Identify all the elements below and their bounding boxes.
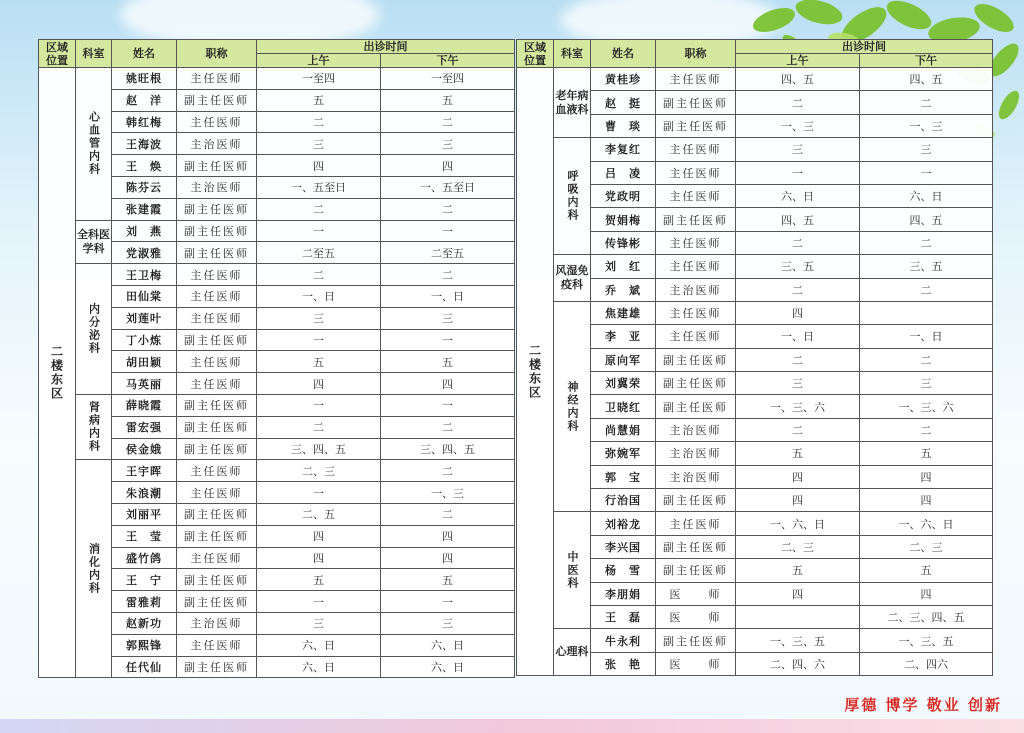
am-schedule: 五	[257, 89, 381, 111]
pm-schedule: 三	[381, 133, 515, 155]
doctor-title: 副主任医师	[656, 348, 736, 371]
doctor-name: 黄桂珍	[591, 68, 656, 91]
doctor-title: 主任医师	[177, 111, 257, 133]
pm-schedule: 一、三、六	[860, 395, 993, 418]
pm-schedule: 三	[860, 372, 993, 395]
dept-label: 肾病内科	[87, 401, 101, 454]
doctor-title: 副主任医师	[177, 89, 257, 111]
am-schedule: 四	[736, 301, 860, 324]
pm-schedule	[860, 301, 993, 324]
am-schedule: 一、三、五	[736, 629, 860, 652]
doctor-title: 副主任医师	[177, 394, 257, 416]
pm-schedule: 二、三	[860, 535, 993, 558]
doctor-name: 杨 雪	[591, 559, 656, 582]
pm-schedule: 二、三、四、五	[860, 605, 993, 628]
header-dept: 科室	[76, 40, 112, 68]
table-row	[39, 220, 515, 242]
am-schedule: 二	[257, 198, 381, 220]
am-schedule: 三	[736, 138, 860, 161]
doctor-name: 尚慧娟	[591, 418, 656, 441]
header-title: 职称	[177, 40, 257, 68]
am-schedule: 三	[257, 307, 381, 329]
doctor-name: 王 莹	[112, 525, 177, 547]
doctor-name: 丁小炼	[112, 329, 177, 351]
doctor-title: 主任医师	[177, 460, 257, 482]
am-schedule: 二	[736, 278, 860, 301]
am-schedule: 四	[257, 373, 381, 395]
am-schedule: 一、三、六	[736, 395, 860, 418]
header-name: 姓名	[591, 40, 656, 68]
doctor-title: 主任医师	[656, 255, 736, 278]
am-schedule: 二	[736, 91, 860, 114]
am-schedule: 二、三	[736, 535, 860, 558]
pm-schedule: 二、四六	[860, 652, 993, 675]
pm-schedule: 一、日	[860, 325, 993, 348]
doctor-title: 医 师	[656, 652, 736, 675]
header-area: 区域位置	[517, 40, 554, 68]
doctor-name: 刘冀荣	[591, 372, 656, 395]
pm-schedule: 五	[381, 351, 515, 373]
am-schedule: 一	[257, 482, 381, 504]
table-row	[517, 138, 993, 161]
doctor-name: 雷宏强	[112, 416, 177, 438]
pm-schedule: 四	[860, 489, 993, 512]
pm-schedule: 五	[381, 89, 515, 111]
doctor-title: 主治医师	[656, 418, 736, 441]
doctor-name: 王海波	[112, 133, 177, 155]
pm-schedule: 三	[860, 138, 993, 161]
doctor-title: 医 师	[656, 582, 736, 605]
doctor-name: 朱浪潮	[112, 482, 177, 504]
doctor-title: 主任医师	[177, 547, 257, 569]
doctor-name: 侯金娥	[112, 438, 177, 460]
table-row	[517, 512, 993, 535]
pm-schedule: 五	[860, 559, 993, 582]
am-schedule: 五	[257, 569, 381, 591]
doctor-title: 副主任医师	[177, 155, 257, 177]
doctor-name: 陈芬云	[112, 176, 177, 198]
doctor-name: 曹 琰	[591, 114, 656, 137]
header-time: 出诊时间	[736, 40, 993, 54]
dept-cell	[76, 264, 112, 395]
doctor-name: 刘 红	[591, 255, 656, 278]
am-schedule: 六、日	[736, 184, 860, 207]
doctor-title: 副主任医师	[656, 559, 736, 582]
dept-label: 风湿免疫科	[555, 264, 589, 292]
pm-schedule: 一、日	[381, 285, 515, 307]
pm-schedule: 二	[860, 278, 993, 301]
doctor-title: 主治医师	[177, 133, 257, 155]
doctor-name: 卫晓红	[591, 395, 656, 418]
doctor-title: 副主任医师	[177, 416, 257, 438]
header-name: 姓名	[112, 40, 177, 68]
am-schedule: 一	[257, 220, 381, 242]
pm-schedule: 一、五至日	[381, 176, 515, 198]
doctor-name: 李 亚	[591, 325, 656, 348]
doctor-name: 郭 宝	[591, 465, 656, 488]
dept-label: 消化内科	[87, 542, 101, 595]
pm-schedule: 三	[381, 612, 515, 634]
doctor-title: 主任医师	[177, 307, 257, 329]
pm-schedule: 四	[381, 373, 515, 395]
doctor-title: 副主任医师	[177, 591, 257, 613]
pm-schedule: 一至四	[381, 68, 515, 90]
pm-schedule: 一、三	[381, 482, 515, 504]
am-schedule: 二	[736, 348, 860, 371]
am-schedule: 二	[257, 111, 381, 133]
doctor-name: 传锋彬	[591, 231, 656, 254]
am-schedule: 四	[736, 489, 860, 512]
pm-schedule: 四	[381, 525, 515, 547]
am-schedule: 一至四	[257, 68, 381, 90]
table-row	[517, 301, 993, 324]
pm-schedule: 二	[860, 91, 993, 114]
table-row	[39, 264, 515, 286]
doctor-title: 副主任医师	[656, 91, 736, 114]
pm-schedule: 二	[860, 418, 993, 441]
dept-label: 内分泌科	[87, 303, 101, 356]
header-am: 上午	[736, 54, 860, 68]
doctor-title: 副主任医师	[177, 220, 257, 242]
doctor-title: 主任医师	[656, 301, 736, 324]
am-schedule: 四	[736, 582, 860, 605]
doctor-title: 主任医师	[656, 138, 736, 161]
doctor-title: 主任医师	[177, 264, 257, 286]
am-schedule: 四	[736, 465, 860, 488]
pm-schedule: 五	[860, 442, 993, 465]
motto: 厚德 博学 敬业 创新	[844, 696, 1002, 714]
dept-cell	[76, 220, 112, 264]
dept-label: 老年病血液科	[555, 88, 589, 116]
doctor-title: 副主任医师	[177, 656, 257, 678]
table-row	[517, 68, 993, 91]
dept-label: 呼吸内科	[566, 170, 579, 223]
doctor-title: 主任医师	[656, 325, 736, 348]
doctor-title: 主治医师	[656, 465, 736, 488]
header-time: 出诊时间	[257, 40, 515, 54]
am-schedule: 六、日	[257, 656, 381, 678]
dept-label: 心理科	[555, 645, 589, 659]
am-schedule: 一、三	[736, 114, 860, 137]
am-schedule: 三、四、五	[257, 438, 381, 460]
dept-cell	[554, 629, 591, 676]
area-cell	[517, 68, 554, 676]
doctor-title: 主任医师	[656, 68, 736, 91]
am-schedule: 二、三	[257, 460, 381, 482]
doctor-title: 副主任医师	[656, 535, 736, 558]
table-row	[39, 68, 515, 90]
area-label: 二楼东区	[527, 343, 542, 400]
header-pm: 下午	[381, 54, 515, 68]
pm-schedule: 一	[860, 161, 993, 184]
doctor-title: 副主任医师	[177, 242, 257, 264]
doctor-name: 赵新功	[112, 612, 177, 634]
am-schedule: 二	[257, 264, 381, 286]
doctor-name: 刘 燕	[112, 220, 177, 242]
pm-schedule: 二	[381, 460, 515, 482]
doctor-title: 副主任医师	[177, 503, 257, 525]
am-schedule: 一	[257, 591, 381, 613]
doctor-name: 王宇晖	[112, 460, 177, 482]
doctor-name: 王卫梅	[112, 264, 177, 286]
doctor-name: 牛永利	[591, 629, 656, 652]
doctor-name: 韩红梅	[112, 111, 177, 133]
doctor-title: 副主任医师	[656, 372, 736, 395]
doctor-name: 刘莲叶	[112, 307, 177, 329]
table-row	[517, 255, 993, 278]
dept-cell	[554, 301, 591, 512]
table-row	[517, 629, 993, 652]
doctor-name: 赵 挺	[591, 91, 656, 114]
pm-schedule: 六、日	[860, 184, 993, 207]
doctor-title: 主任医师	[177, 373, 257, 395]
am-schedule: 二	[736, 418, 860, 441]
pm-schedule: 四	[860, 582, 993, 605]
am-schedule: 一、五至日	[257, 176, 381, 198]
pm-schedule: 一	[381, 394, 515, 416]
doctor-name: 王 焕	[112, 155, 177, 177]
am-schedule: 三、五	[736, 255, 860, 278]
doctor-name: 郭熙锋	[112, 634, 177, 656]
am-schedule: 一、六、日	[736, 512, 860, 535]
area-cell	[39, 68, 76, 678]
pm-schedule: 五	[381, 569, 515, 591]
doctor-title: 主治医师	[656, 442, 736, 465]
dept-cell	[76, 68, 112, 221]
doctor-title: 主任医师	[177, 482, 257, 504]
am-schedule: 一、日	[257, 285, 381, 307]
doctor-name: 党淑雅	[112, 242, 177, 264]
pm-schedule: 一、三	[860, 114, 993, 137]
doctor-name: 弥婉军	[591, 442, 656, 465]
pm-schedule: 三	[381, 307, 515, 329]
am-schedule: 五	[736, 559, 860, 582]
dept-cell	[554, 512, 591, 629]
header-title: 职称	[656, 40, 736, 68]
pm-schedule: 二	[860, 231, 993, 254]
pm-schedule: 二	[381, 264, 515, 286]
doctor-name: 行治国	[591, 489, 656, 512]
am-schedule: 一、日	[736, 325, 860, 348]
am-schedule: 一	[257, 394, 381, 416]
doctor-name: 焦建雄	[591, 301, 656, 324]
doctor-name: 刘丽平	[112, 503, 177, 525]
doctor-title: 主任医师	[177, 68, 257, 90]
pm-schedule: 六、日	[381, 634, 515, 656]
doctor-title: 副主任医师	[177, 438, 257, 460]
doctor-name: 原向军	[591, 348, 656, 371]
doctor-title: 副主任医师	[177, 329, 257, 351]
table-row	[39, 394, 515, 416]
doctor-name: 任代仙	[112, 656, 177, 678]
dept-cell	[554, 138, 591, 255]
am-schedule: 二	[257, 416, 381, 438]
pm-schedule: 二	[381, 111, 515, 133]
doctor-title: 主治医师	[177, 612, 257, 634]
doctor-name: 薛晓霞	[112, 394, 177, 416]
doctor-title: 主治医师	[656, 278, 736, 301]
am-schedule	[736, 605, 860, 628]
am-schedule: 四、五	[736, 68, 860, 91]
doctor-title: 医 师	[656, 605, 736, 628]
am-schedule: 四	[257, 547, 381, 569]
am-schedule: 一	[257, 329, 381, 351]
am-schedule: 二至五	[257, 242, 381, 264]
pm-schedule: 四	[381, 155, 515, 177]
doctor-name: 田仙棠	[112, 285, 177, 307]
doctor-name: 赵 洋	[112, 89, 177, 111]
doctor-title: 副主任医师	[656, 114, 736, 137]
dept-cell	[76, 460, 112, 678]
dept-label: 全科医学科	[77, 227, 110, 255]
am-schedule: 五	[257, 351, 381, 373]
doctor-title: 副主任医师	[656, 395, 736, 418]
doctor-title: 副主任医师	[656, 208, 736, 231]
am-schedule: 二、四、六	[736, 652, 860, 675]
left-schedule-table	[38, 39, 515, 678]
dept-label: 神经内科	[566, 380, 579, 433]
doctor-title: 副主任医师	[177, 569, 257, 591]
pm-schedule: 一、三、五	[860, 629, 993, 652]
pm-schedule: 三、五	[860, 255, 993, 278]
pm-schedule: 一	[381, 329, 515, 351]
am-schedule: 一	[736, 161, 860, 184]
doctor-name: 贺娟梅	[591, 208, 656, 231]
doctor-name: 刘裕龙	[591, 512, 656, 535]
doctor-title: 副主任医师	[656, 629, 736, 652]
pm-schedule: 二至五	[381, 242, 515, 264]
doctor-name: 张建霞	[112, 198, 177, 220]
header-area: 区域位置	[39, 40, 76, 68]
table-row	[39, 460, 515, 482]
doctor-title: 副主任医师	[656, 489, 736, 512]
pm-schedule: 二	[381, 198, 515, 220]
pm-schedule: 一	[381, 220, 515, 242]
doctor-name: 马英丽	[112, 373, 177, 395]
doctor-name: 王 宁	[112, 569, 177, 591]
header-am: 上午	[257, 54, 381, 68]
right-schedule-table	[516, 39, 993, 676]
doctor-name: 李复红	[591, 138, 656, 161]
doctor-title: 副主任医师	[177, 198, 257, 220]
am-schedule: 二	[736, 231, 860, 254]
doctor-title: 主治医师	[177, 176, 257, 198]
pm-schedule: 四	[860, 465, 993, 488]
doctor-name: 胡田颖	[112, 351, 177, 373]
doctor-title: 主任医师	[656, 512, 736, 535]
doctor-name: 党政明	[591, 184, 656, 207]
dept-cell	[554, 68, 591, 138]
pm-schedule: 二	[381, 416, 515, 438]
pm-schedule: 三、四、五	[381, 438, 515, 460]
doctor-title: 主任医师	[177, 634, 257, 656]
header-pm: 下午	[860, 54, 993, 68]
header-dept: 科室	[554, 40, 591, 68]
pm-schedule: 二	[381, 503, 515, 525]
doctor-title: 主任医师	[656, 184, 736, 207]
am-schedule: 三	[736, 372, 860, 395]
doctor-name: 姚旺根	[112, 68, 177, 90]
dept-label: 中医科	[566, 550, 579, 590]
doctor-name: 张 艳	[591, 652, 656, 675]
am-schedule: 五	[736, 442, 860, 465]
am-schedule: 三	[257, 612, 381, 634]
doctor-name: 乔 斌	[591, 278, 656, 301]
pm-schedule: 一、六、日	[860, 512, 993, 535]
doctor-name: 李朋娟	[591, 582, 656, 605]
pm-schedule: 一	[381, 591, 515, 613]
am-schedule: 四	[257, 525, 381, 547]
am-schedule: 四、五	[736, 208, 860, 231]
dept-cell	[76, 394, 112, 459]
pm-schedule: 六、日	[381, 656, 515, 678]
doctor-name: 雷雅莉	[112, 591, 177, 613]
doctor-title: 主任医师	[656, 161, 736, 184]
pm-schedule: 四、五	[860, 208, 993, 231]
doctor-title: 主任医师	[177, 351, 257, 373]
am-schedule: 六、日	[257, 634, 381, 656]
doctor-title: 副主任医师	[177, 525, 257, 547]
doctor-name: 王 磊	[591, 605, 656, 628]
am-schedule: 三	[257, 133, 381, 155]
doctor-title: 主任医师	[656, 231, 736, 254]
dept-cell	[554, 255, 591, 302]
pm-schedule: 四、五	[860, 68, 993, 91]
am-schedule: 二、五	[257, 503, 381, 525]
doctor-name: 吕 凌	[591, 161, 656, 184]
doctor-name: 盛竹鸽	[112, 547, 177, 569]
dept-label: 心血管内科	[87, 111, 101, 177]
bottom-band	[0, 719, 1024, 733]
am-schedule: 四	[257, 155, 381, 177]
doctor-title: 主任医师	[177, 285, 257, 307]
doctor-name: 李兴国	[591, 535, 656, 558]
area-label: 二楼东区	[49, 344, 64, 401]
pm-schedule: 二	[860, 348, 993, 371]
pm-schedule: 四	[381, 547, 515, 569]
